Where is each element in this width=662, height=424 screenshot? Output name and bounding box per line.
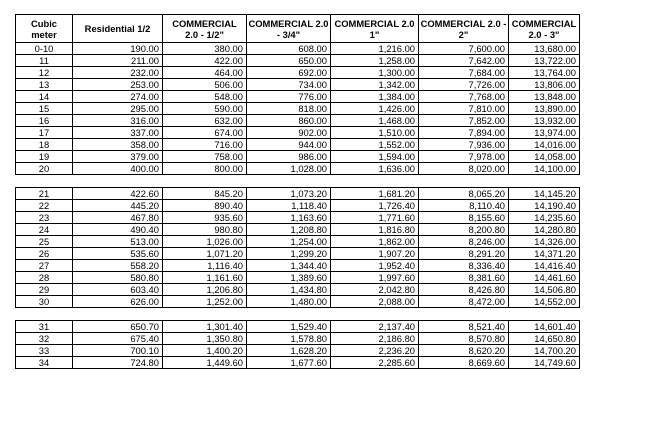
rate-cell: 8,291.20 [419, 248, 509, 260]
cubic-meter-cell: 27 [16, 260, 73, 272]
rate-cell: 14,749.60 [509, 357, 580, 369]
rate-cell: 1,997.60 [331, 272, 419, 284]
rate-cell: 986.00 [247, 151, 331, 163]
rate-cell: 316.00 [73, 115, 163, 127]
cubic-meter-cell: 31 [16, 321, 73, 333]
rate-cell: 14,461.60 [509, 272, 580, 284]
header-cubic-meter: Cubic meter [16, 15, 73, 43]
spacer-cell [163, 308, 247, 321]
rate-cell: 632.00 [163, 115, 247, 127]
rate-cell: 445.20 [73, 200, 163, 212]
header-commercial-three-inch: COMMERCIAL 2.0 - 3" [509, 15, 580, 43]
cubic-meter-cell: 21 [16, 188, 73, 200]
rate-cell: 379.00 [73, 151, 163, 163]
rate-cell: 818.00 [247, 103, 331, 115]
rate-cell: 1,529.40 [247, 321, 331, 333]
table-row [16, 212, 580, 224]
rate-cell: 8,669.60 [419, 357, 509, 369]
spacer-cell [247, 308, 331, 321]
rate-cell: 506.00 [163, 79, 247, 91]
table-row [16, 67, 580, 79]
cubic-meter-cell: 25 [16, 236, 73, 248]
rate-cell: 1,350.80 [163, 333, 247, 345]
rate-cell: 626.00 [73, 296, 163, 308]
rate-cell: 232.00 [73, 67, 163, 79]
spacer-cell [73, 308, 163, 321]
rate-cell: 422.60 [73, 188, 163, 200]
rate-cell: 14,416.40 [509, 260, 580, 272]
rate-cell: 14,326.00 [509, 236, 580, 248]
rate-cell: 1,862.00 [331, 236, 419, 248]
cubic-meter-cell: 18 [16, 139, 73, 151]
rate-cell: 2,186.80 [331, 333, 419, 345]
rate-cell: 1,299.20 [247, 248, 331, 260]
header-commercial-one-inch: COMMERCIAL 2.0 1" [331, 15, 419, 43]
rate-cell: 734.00 [247, 79, 331, 91]
rate-cell: 7,726.00 [419, 79, 509, 91]
rate-cell: 1,161.60 [163, 272, 247, 284]
rate-cell: 724.80 [73, 357, 163, 369]
spacer-cell [16, 175, 73, 188]
rate-cell: 490.40 [73, 224, 163, 236]
rate-cell: 1,342.00 [331, 79, 419, 91]
table-row [16, 115, 580, 127]
table-row [16, 200, 580, 212]
cubic-meter-cell: 33 [16, 345, 73, 357]
rate-cell: 8,570.80 [419, 333, 509, 345]
rate-cell: 1,510.00 [331, 127, 419, 139]
spacer-cell [73, 175, 163, 188]
rate-cell: 1,026.00 [163, 236, 247, 248]
rate-cell: 464.00 [163, 67, 247, 79]
table-row [16, 188, 580, 200]
cubic-meter-cell: 29 [16, 284, 73, 296]
rate-cell: 1,907.20 [331, 248, 419, 260]
rate-cell: 13,764.00 [509, 67, 580, 79]
rate-cell: 1,163.60 [247, 212, 331, 224]
cubic-meter-cell: 23 [16, 212, 73, 224]
cubic-meter-cell: 34 [16, 357, 73, 369]
rate-cell: 890.40 [163, 200, 247, 212]
rate-cell: 7,684.00 [419, 67, 509, 79]
rate-cell: 253.00 [73, 79, 163, 91]
spacer-cell [509, 175, 580, 188]
cubic-meter-cell: 12 [16, 67, 73, 79]
rate-cell: 8,472.00 [419, 296, 509, 308]
rate-cell: 467.80 [73, 212, 163, 224]
rate-cell: 944.00 [247, 139, 331, 151]
rate-cell: 211.00 [73, 55, 163, 67]
rate-cell: 14,601.40 [509, 321, 580, 333]
rate-cell: 1,071.20 [163, 248, 247, 260]
cubic-meter-cell: 28 [16, 272, 73, 284]
rate-cell: 190.00 [73, 43, 163, 55]
rate-cell: 603.40 [73, 284, 163, 296]
table-row [16, 43, 580, 55]
rate-cell: 1,073.20 [247, 188, 331, 200]
rate-cell: 590.00 [163, 103, 247, 115]
rate-cell: 13,848.00 [509, 91, 580, 103]
table-row [16, 248, 580, 260]
cubic-meter-cell: 22 [16, 200, 73, 212]
spacer-cell [419, 175, 509, 188]
cubic-meter-cell: 14 [16, 91, 73, 103]
rate-cell: 980.80 [163, 224, 247, 236]
rate-cell: 13,722.00 [509, 55, 580, 67]
rate-cell: 1,400.20 [163, 345, 247, 357]
rate-cell: 7,600.00 [419, 43, 509, 55]
rate-cell: 13,890.00 [509, 103, 580, 115]
rate-cell: 1,254.00 [247, 236, 331, 248]
rate-cell: 1,384.00 [331, 91, 419, 103]
rate-cell: 1,771.60 [331, 212, 419, 224]
rate-cell: 7,768.00 [419, 91, 509, 103]
rate-cell: 13,680.00 [509, 43, 580, 55]
rate-cell: 400.00 [73, 163, 163, 175]
rate-cell: 758.00 [163, 151, 247, 163]
rate-cell: 14,371.20 [509, 248, 580, 260]
rate-cell: 337.00 [73, 127, 163, 139]
rate-cell: 8,155.60 [419, 212, 509, 224]
rate-cell: 1,480.00 [247, 296, 331, 308]
rate-cell: 1,426.00 [331, 103, 419, 115]
rate-cell: 1,116.40 [163, 260, 247, 272]
table-row [16, 91, 580, 103]
cubic-meter-cell: 16 [16, 115, 73, 127]
rate-cell: 902.00 [247, 127, 331, 139]
rate-cell: 1,681.20 [331, 188, 419, 200]
rate-table-sheet [15, 14, 580, 369]
group-spacer [16, 308, 580, 321]
rate-cell: 1,389.60 [247, 272, 331, 284]
rate-cell: 8,521.40 [419, 321, 509, 333]
rate-cell: 1,628.20 [247, 345, 331, 357]
rate-cell: 8,020.00 [419, 163, 509, 175]
rate-cell: 14,190.40 [509, 200, 580, 212]
rate-cell: 1,816.80 [331, 224, 419, 236]
rate-cell: 1,252.00 [163, 296, 247, 308]
rate-cell: 1,468.00 [331, 115, 419, 127]
cubic-meter-cell: 32 [16, 333, 73, 345]
rate-cell: 674.00 [163, 127, 247, 139]
table-row [16, 224, 580, 236]
rate-cell: 14,235.60 [509, 212, 580, 224]
rate-cell: 358.00 [73, 139, 163, 151]
header-commercial-half: COMMERCIAL 2.0 - 1/2" [163, 15, 247, 43]
rate-cell: 7,894.00 [419, 127, 509, 139]
rate-cell: 1,552.00 [331, 139, 419, 151]
table-row [16, 151, 580, 163]
spacer-cell [509, 308, 580, 321]
table-row [16, 55, 580, 67]
table-row [16, 163, 580, 175]
rate-cell: 558.20 [73, 260, 163, 272]
rate-cell: 14,058.00 [509, 151, 580, 163]
table-row [16, 284, 580, 296]
rate-cell: 14,280.80 [509, 224, 580, 236]
rate-cell: 1,578.80 [247, 333, 331, 345]
rate-cell: 860.00 [247, 115, 331, 127]
rate-cell: 14,700.20 [509, 345, 580, 357]
rate-cell: 295.00 [73, 103, 163, 115]
rate-cell: 8,065.20 [419, 188, 509, 200]
cubic-meter-cell: 30 [16, 296, 73, 308]
cubic-meter-cell: 11 [16, 55, 73, 67]
rate-cell: 1,300.00 [331, 67, 419, 79]
cubic-meter-cell: 26 [16, 248, 73, 260]
header-row [16, 15, 580, 43]
rate-cell: 14,016.00 [509, 139, 580, 151]
table-row [16, 333, 580, 345]
spacer-cell [419, 308, 509, 321]
rate-cell: 8,336.40 [419, 260, 509, 272]
header-residential: Residential 1/2 [73, 15, 163, 43]
spacer-cell [16, 308, 73, 321]
rate-cell: 2,285.60 [331, 357, 419, 369]
spacer-cell [163, 175, 247, 188]
rate-cell: 8,381.60 [419, 272, 509, 284]
rate-cell: 716.00 [163, 139, 247, 151]
rate-cell: 535.60 [73, 248, 163, 260]
cubic-meter-cell: 15 [16, 103, 73, 115]
cubic-meter-cell: 0-10 [16, 43, 73, 55]
rate-cell: 1,434.80 [247, 284, 331, 296]
rate-cell: 8,200.80 [419, 224, 509, 236]
rate-cell: 1,726.40 [331, 200, 419, 212]
rate-cell: 8,620.20 [419, 345, 509, 357]
rate-cell: 1,344.40 [247, 260, 331, 272]
rate-cell: 1,636.00 [331, 163, 419, 175]
rate-cell: 700.10 [73, 345, 163, 357]
rate-cell: 14,552.00 [509, 296, 580, 308]
rate-cell: 675.40 [73, 333, 163, 345]
spacer-cell [331, 175, 419, 188]
rate-cell: 1,208.80 [247, 224, 331, 236]
rate-cell: 608.00 [247, 43, 331, 55]
rate-cell: 7,642.00 [419, 55, 509, 67]
table-row [16, 296, 580, 308]
rate-cell: 14,100.00 [509, 163, 580, 175]
table-row [16, 139, 580, 151]
rate-cell: 1,952.40 [331, 260, 419, 272]
rate-cell: 2,236.20 [331, 345, 419, 357]
rate-cell: 14,145.20 [509, 188, 580, 200]
group-spacer [16, 175, 580, 188]
table-row [16, 127, 580, 139]
rate-cell: 274.00 [73, 91, 163, 103]
cubic-meter-cell: 20 [16, 163, 73, 175]
rate-cell: 800.00 [163, 163, 247, 175]
rate-cell: 1,028.00 [247, 163, 331, 175]
rate-cell: 650.70 [73, 321, 163, 333]
rate-cell: 14,650.80 [509, 333, 580, 345]
cubic-meter-cell: 19 [16, 151, 73, 163]
rate-cell: 7,852.00 [419, 115, 509, 127]
rate-cell: 8,110.40 [419, 200, 509, 212]
rate-cell: 7,810.00 [419, 103, 509, 115]
table-row [16, 345, 580, 357]
rate-cell: 1,449.60 [163, 357, 247, 369]
rate-cell: 1,594.00 [331, 151, 419, 163]
rate-cell: 7,936.00 [419, 139, 509, 151]
header-commercial-three-quarter: COMMERCIAL 2.0 - 3/4" [247, 15, 331, 43]
rate-cell: 1,118.40 [247, 200, 331, 212]
table-row [16, 272, 580, 284]
rate-cell: 8,246.00 [419, 236, 509, 248]
rate-cell: 548.00 [163, 91, 247, 103]
table-row [16, 79, 580, 91]
rate-cell: 845.20 [163, 188, 247, 200]
header-commercial-two-inch: COMMERCIAL 2.0 - 2" [419, 15, 509, 43]
rate-cell: 650.00 [247, 55, 331, 67]
rate-cell: 422.00 [163, 55, 247, 67]
rate-cell: 1,301.40 [163, 321, 247, 333]
rate-cell: 935.60 [163, 212, 247, 224]
table-row [16, 236, 580, 248]
cubic-meter-cell: 13 [16, 79, 73, 91]
rate-cell: 13,932.00 [509, 115, 580, 127]
cubic-meter-cell: 24 [16, 224, 73, 236]
water-rate-table [15, 14, 580, 369]
rate-cell: 14,506.80 [509, 284, 580, 296]
spacer-cell [331, 308, 419, 321]
rate-cell: 1,206.80 [163, 284, 247, 296]
table-row [16, 321, 580, 333]
table-row [16, 260, 580, 272]
rate-cell: 1,258.00 [331, 55, 419, 67]
rate-cell: 2,137.40 [331, 321, 419, 333]
table-row [16, 103, 580, 115]
table-row [16, 357, 580, 369]
rate-cell: 1,216.00 [331, 43, 419, 55]
rate-cell: 13,806.00 [509, 79, 580, 91]
rate-cell: 2,042.80 [331, 284, 419, 296]
rate-cell: 692.00 [247, 67, 331, 79]
rate-cell: 513.00 [73, 236, 163, 248]
rate-cell: 7,978.00 [419, 151, 509, 163]
rate-cell: 13,974.00 [509, 127, 580, 139]
rate-cell: 380.00 [163, 43, 247, 55]
rate-cell: 1,677.60 [247, 357, 331, 369]
spacer-cell [247, 175, 331, 188]
rate-cell: 776.00 [247, 91, 331, 103]
cubic-meter-cell: 17 [16, 127, 73, 139]
rate-cell: 580.80 [73, 272, 163, 284]
rate-cell: 8,426.80 [419, 284, 509, 296]
rate-cell: 2,088.00 [331, 296, 419, 308]
